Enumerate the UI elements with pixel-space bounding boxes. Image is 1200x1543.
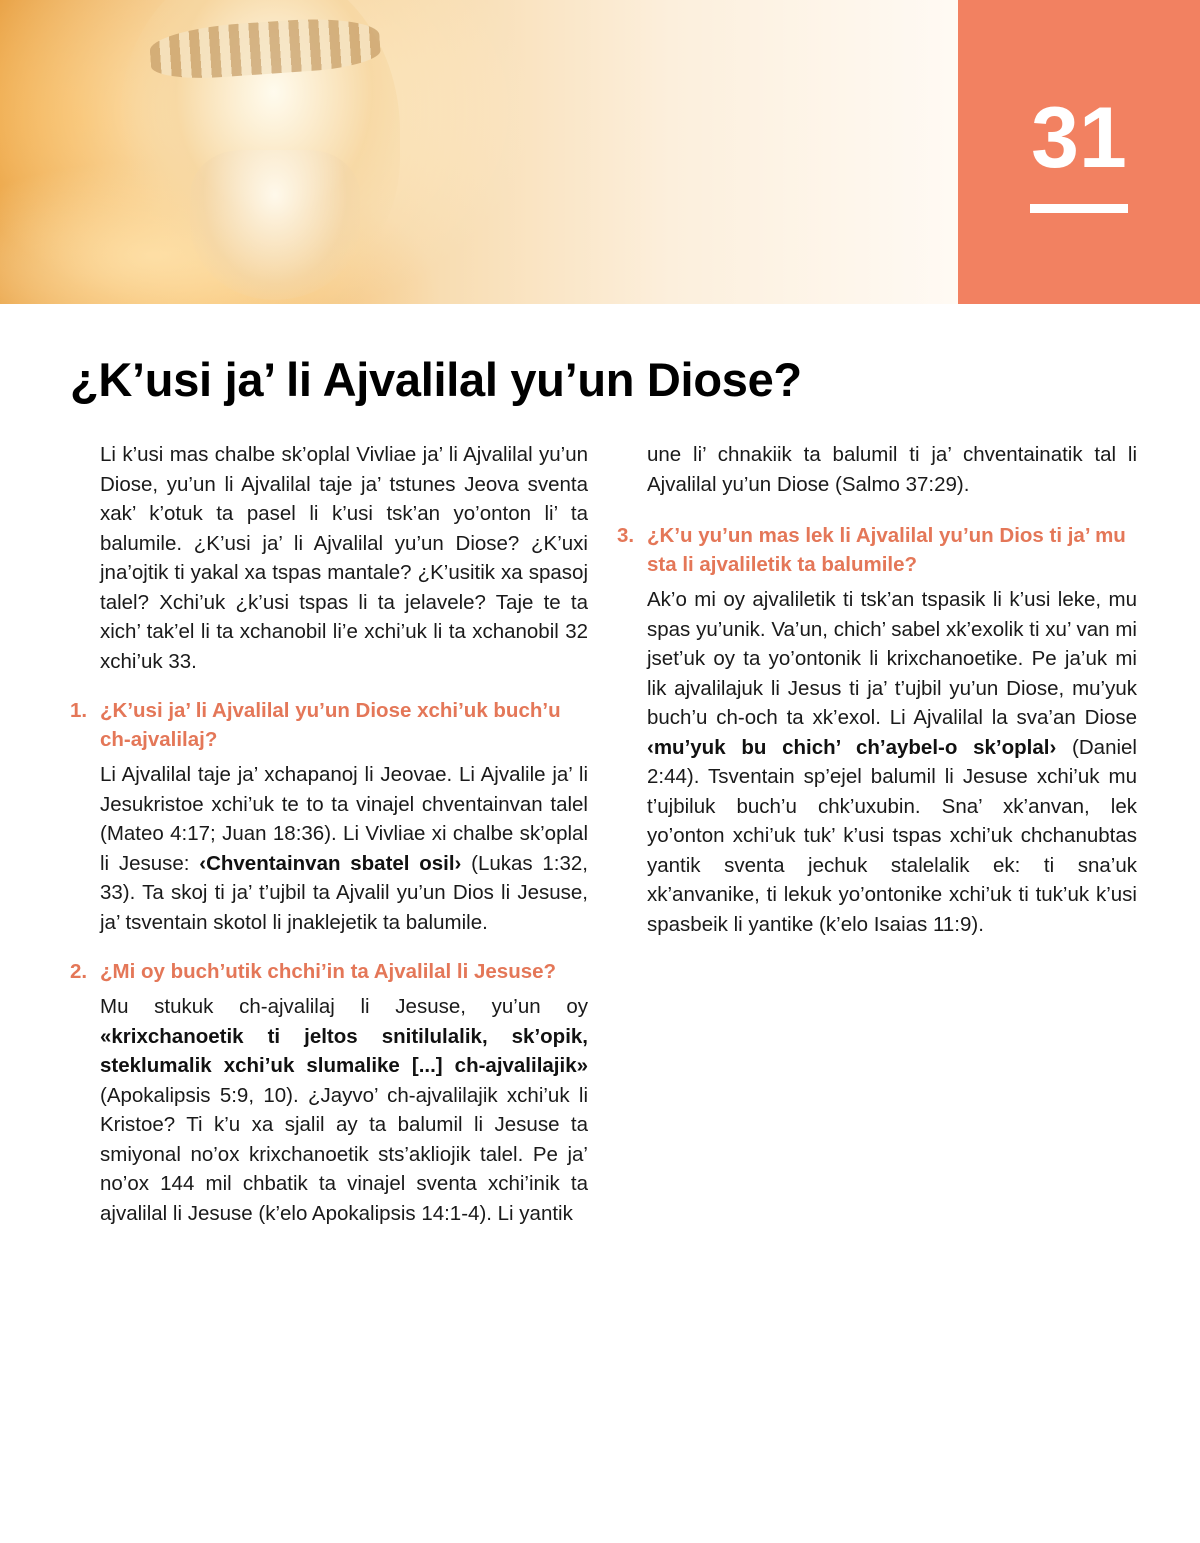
answer-2-text-b-continued: une li’ chnakiik ta balumil ti ja’ chventainatik tal li Ajvalilal yu’un Diose (Salmo 37:29). (647, 443, 1137, 496)
question-2-answer (70, 992, 588, 1228)
question-3-number: 3. (617, 524, 635, 547)
answer-1-quote: ‹Chventainvan sbatel osil› (199, 851, 462, 875)
question-1-number: 1. (70, 699, 88, 722)
question-2-heading (70, 957, 588, 986)
answer-3-text-a: Ak’o mi oy ajvaliletik ti tsk’an tspasik li k’usi leke, mu spas yu’unik. Va’un, chich’ sabel xk’exolik ti xu’ van mi jset’uk oy ta yo’ontonik li krixchanoetike. Pe ja’uk mi lik ajvalilajuk li Jesus ti ja’ t’ujbil yu’un Diose, mu’yuk buch’u ch-och ta xk’exol. Li Ajvalilal la sva’an Diose (647, 588, 1137, 729)
right-column (617, 440, 1137, 939)
question-1-text: ¿K’usi ja’ li Ajvalilal yu’un Diose xchi’uk buch’u ch-ajvalilaj? (100, 699, 561, 751)
answer-3-text-b: (Daniel 2:44). Tsventain sp’ejel balumil li Jesuse xchi’uk mu t’ujbiluk buch’u chk’uxubin. Sna’ xk’anvan, lek yo’onton xchi’uk tuk’ k’usi tspas xchi’uk chchanubtas yantik sventa jechuk stalelalik ek: ti sna’uk xk’anvanike, ti lekuk yo’ontonike xchi’uk ti tuk’uk k’usi spasbeik li yantike (k’elo Isaias 11:9). (647, 735, 1137, 936)
answer-2-text-a: Mu stukuk ch-ajvalilaj li Jesuse, yu’un oy (100, 995, 588, 1018)
left-column (70, 440, 588, 1228)
question-1-heading (70, 696, 588, 754)
intro-paragraph: Li k’usi mas chalbe sk’oplal Vivliae ja’ li Ajvalilal yu’un Diose, yu’un li Ajvalilal taje ja’ tstunes Jeova sventa xak’ k’otuk ta pasel li k’usi tsk’an yo’onton li’ ta balumile. ¿K’usi ja’ li Ajvalilal yu’un Diose? ¿K’uxi jna’ojtik ti yakal xa tspas mantale? ¿K’usitik xa spasoj talel? Xchi’uk ¿k’usi tspas li ta jelavele? Taje te ta xich’ tak’el li ta xchanobil li’e xchi’uk li ta xchanobil 32 xchi’uk 33. (100, 443, 588, 673)
answer-2-quote: «krixchanoetik ti jeltos snitilulalik, sk’opik, steklumalik xchi’uk slumalike [...] ch-ajvalilajik» (100, 1024, 588, 1077)
answer-1-text-b: (Lukas 1:32, 33). Ta skoj ti ja’ t’ujbil ta Ajvalil yu’un Dios li Jesuse, ja’ tsventain skotol li jnaklejetik ta balumile. (100, 851, 589, 934)
chapter-number: 31 (1031, 90, 1127, 186)
question-2-answer-continued (617, 440, 1137, 499)
question-3-answer (617, 585, 1137, 939)
question-2-text: ¿Mi oy buch’utik chchi’in ta Ajvalilal li Jesuse? (100, 960, 557, 983)
question-3-text: ¿K’u yu’un mas lek li Ajvalilal yu’un Dios ti ja’ mu sta li ajvaliletik ta balumile? (647, 524, 1126, 576)
question-3-heading (617, 521, 1137, 579)
answer-3-quote: ‹mu’yuk bu chich’ ch’aybel-o sk’oplal› (647, 735, 1057, 759)
chapter-badge (958, 0, 1200, 304)
chapter-underline (1030, 204, 1128, 213)
header-illustration (0, 0, 958, 304)
answer-2-text-b: (Apokalipsis 5:9, 10). ¿Jayvo’ ch-ajvalilajik xchi’uk li Kristoe? Ti k’u xa sjalil ay ta balumil li Jesuse ta smiyonal no’ox krixchanoetik sts’akliojik talel. Pe ja’ no’ox 144 mil chbatik ta vinajel sventa xchi’inik ta ajvalilal li Jesuse (k’elo Apokalipsis 14:1-4). Li yantik (100, 1083, 588, 1225)
answer-1-text-a: Li Ajvalilal taje ja’ xchapanoj li Jeovae. Li Ajvalile ja’ li Jesukristoe xchi’uk te to ta vinajel chventainvan talel (Mateo 4:17; Juan 18:36). Li Vivliae xi chalbe sk’oplal li Jesuse: (100, 763, 588, 875)
page-title: ¿K’usi ja’ li Ajvalilal yu’un Diose? (70, 353, 802, 406)
beard-illustration (190, 150, 360, 300)
question-2-number: 2. (70, 960, 88, 983)
question-1-answer (70, 760, 588, 937)
